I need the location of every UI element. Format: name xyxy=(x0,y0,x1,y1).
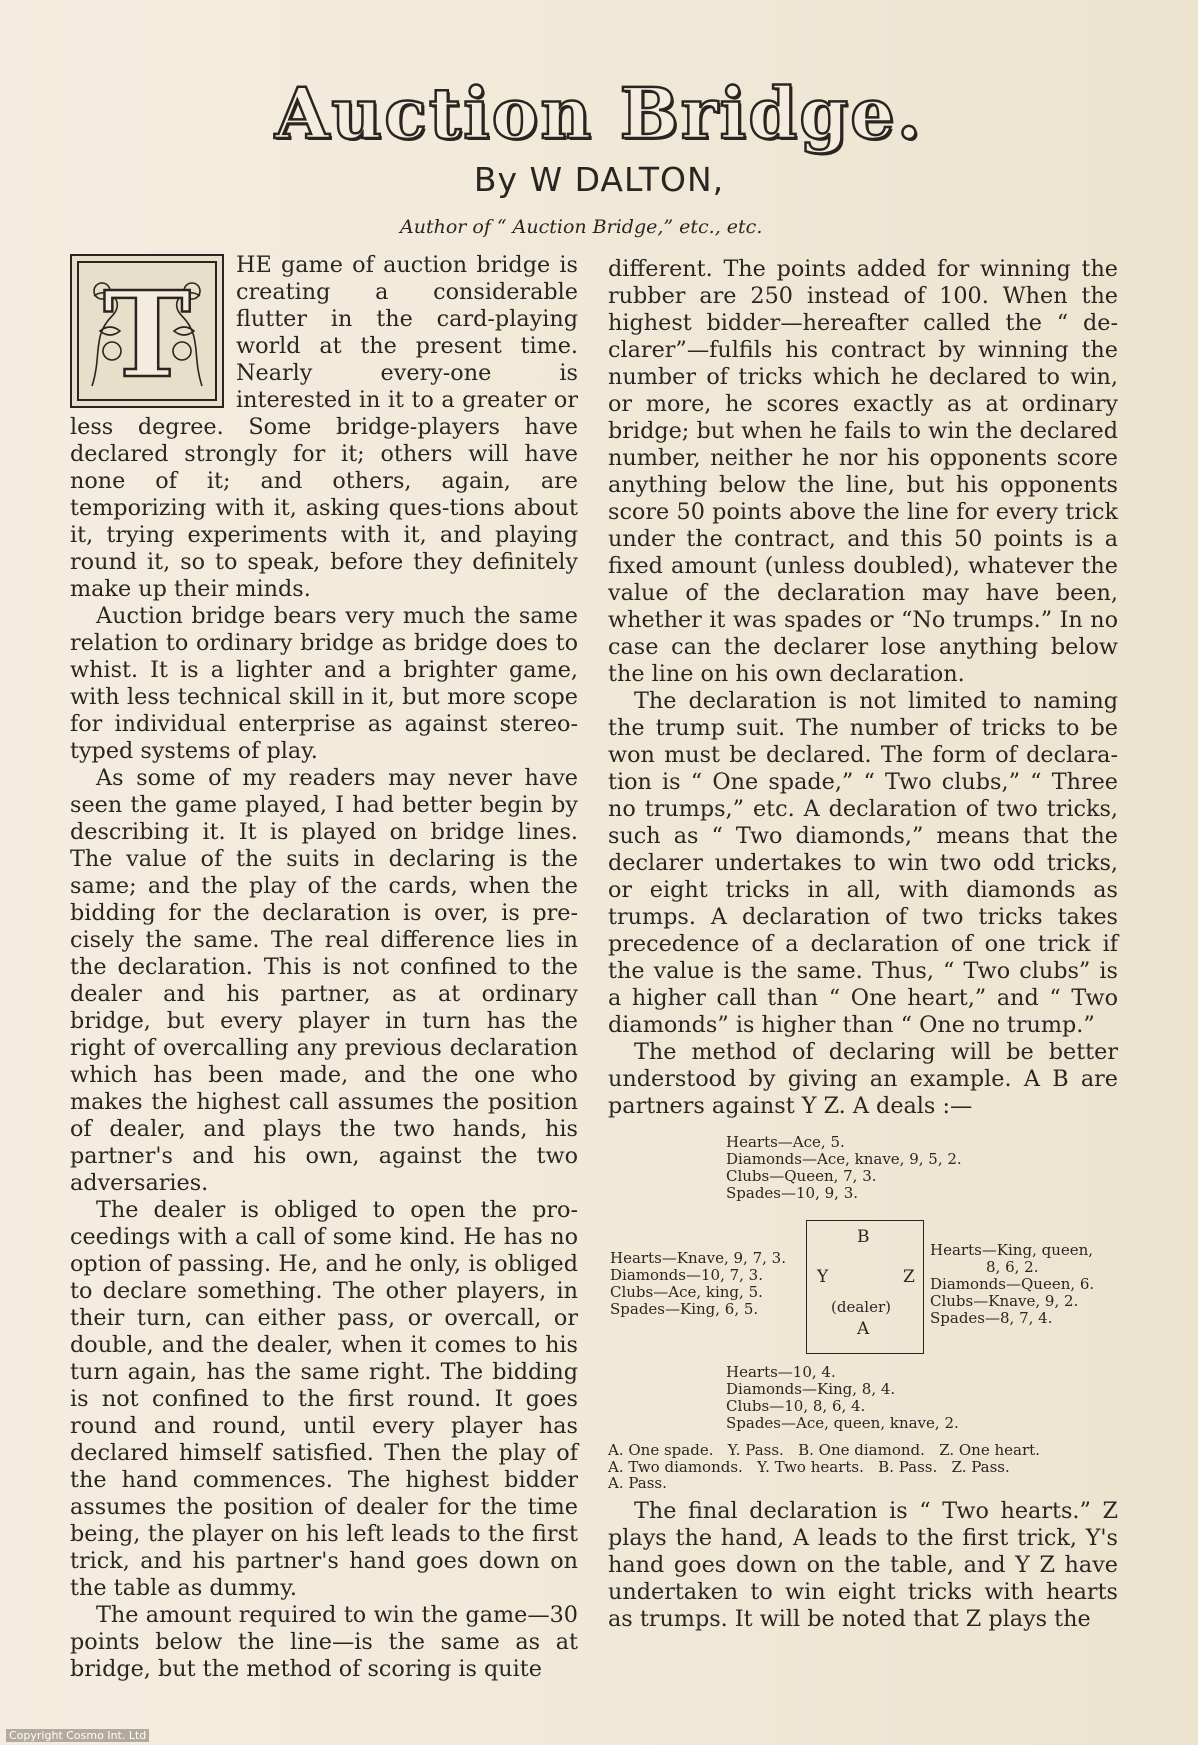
position-y: Y xyxy=(817,1267,829,1287)
hand-line: Hearts—Knave, 9, 7, 3. xyxy=(610,1249,786,1267)
hand-line: Clubs—Knave, 9, 2. xyxy=(930,1292,1079,1310)
auction-sequence xyxy=(608,1442,1118,1492)
hand-line: Clubs—10, 8, 6, 4. xyxy=(726,1397,866,1415)
hand-line: Diamonds—King, 8, 4. xyxy=(726,1380,896,1398)
north-hand xyxy=(726,1134,962,1202)
paragraph: Auction bridge bears very much the same relation to ordinary bridge as bridge does to whist. It is a lighter and a brighter game, with less technical skill in it, but more scope for individual enterprise as against stereo-typed systems of play. xyxy=(70,603,578,764)
floral-ornament-icon xyxy=(72,256,222,406)
east-hand xyxy=(930,1242,1094,1327)
position-b: B xyxy=(857,1227,870,1247)
copyright-watermark: Copyright Cosmo Int. Ltd xyxy=(6,1729,149,1742)
paragraph: The amount required to win the game—30 points below the line—is the same as at bridge, but the method of scoring is quite xyxy=(70,1602,578,1682)
article-title: Auction Bridge. xyxy=(274,72,924,155)
auction-line: A. One spade. Y. Pass. B. One diamond. Z. One heart. xyxy=(608,1441,1040,1459)
bridge-hand-diagram xyxy=(608,1132,1118,1462)
right-column xyxy=(608,256,1118,1120)
hand-line: Clubs—Ace, king, 5. xyxy=(610,1283,763,1301)
paragraph: As some of my readers may never have seen the game played, I had better begin by describing it. It is played on bridge lines. The value of the suits in declaring is the same; and the play of the cards, when the bidding for the declaration is over, is pre-cisely the same. The real difference lies in the declaration. This is not confined to the dealer and his partner, as at ordinary bridge, but every player in turn has the right of overcalling any previous declaration which has been made, and the one who makes the highest call assumes the position of dealer, and plays the two hands, his partner's and his own, against the two adversaries. xyxy=(70,765,578,1196)
hand-line: Hearts—Ace, 5. xyxy=(726,1133,845,1151)
left-column xyxy=(70,252,578,1683)
hand-line: Diamonds—Queen, 6. xyxy=(930,1275,1095,1293)
hand-line: Hearts—10, 4. xyxy=(726,1363,836,1381)
table-box xyxy=(806,1220,924,1354)
auction-line: A. Pass. xyxy=(608,1474,667,1492)
paragraph: The declaration is not limited to naming the trump suit. The number of tricks to be won must be declared. The form of declara-tion is “ One spade,” “ Two clubs,” “ Three no trumps,” etc. A declaration of two tricks, such as “ Two diamonds,” means that the declarer undertakes to win two odd tricks, or eight tricks in all, with diamonds as trumps. A declaration of two tricks takes precedence of a declaration of one trick if the value is the same. Thus, “ Two clubs” is a higher call than “ One heart,” and “ Two diamonds” is higher than “ One no trump.” xyxy=(608,688,1118,1038)
hand-line: Clubs—Queen, 7, 3. xyxy=(726,1167,877,1185)
svg-text:T: T xyxy=(103,265,191,404)
hand-line: Hearts—King, queen, xyxy=(930,1241,1094,1259)
west-hand xyxy=(610,1250,786,1318)
position-a: A xyxy=(857,1319,870,1339)
south-hand xyxy=(726,1364,959,1432)
paragraph: The method of declaring will be better understood by giving an example. A B are partners against Y Z. A deals :— xyxy=(608,1039,1118,1119)
hand-line: 8, 6, 2. xyxy=(986,1258,1039,1276)
closing-paragraph xyxy=(608,1498,1118,1633)
position-z: Z xyxy=(903,1267,915,1287)
paragraph: The dealer is obliged to open the pro-ceedings with a call of some kind. He has no option of passing. He, and he only, is obliged to declare something. The other players, in their turn, can either pass, or overcall, or double, and the dealer, when it comes to his turn again, has the same right. The bidding is not confined to the first round. It goes round and round, until every player has declared himself satisfied. Then the play of the hand commences. The highest bidder assumes the position of dealer for the time being, the player on his left leads to the first trick, and his partner's hand goes down on the table as dummy. xyxy=(70,1197,578,1601)
paragraph: The final declaration is “ Two hearts.” Z plays the hand, A leads to the first trick, Y's hand goes down on the table, and Y Z have undertaken to win eight tricks with hearts as trumps. It will be noted that Z plays the xyxy=(608,1498,1118,1632)
dealer-label: (dealer) xyxy=(831,1298,891,1316)
auction-line: A. Two diamonds. Y. Two hearts. B. Pass. Z. Pass. xyxy=(608,1457,1010,1476)
hand-line: Spades—10, 9, 3. xyxy=(726,1184,859,1202)
hand-line: Diamonds—10, 7, 3. xyxy=(610,1266,763,1284)
hand-line: Diamonds—Ace, knave, 9, 5, 2. xyxy=(726,1150,962,1168)
hand-line: Spades—8, 7, 4. xyxy=(930,1309,1053,1327)
paragraph: different. The points added for winning the rubber are 250 instead of 100. When the highest bidder—hereafter called the “ de-clarer”—fulfils his contract by winning the number of tricks which he declared to win, or more, he scores exactly as at ordinary bridge; but when he fails to win the declared number, neither he nor his opponents score anything below the line, but his opponents score 50 points above the line for every trick under the contract, and this 50 points is a fixed amount (unless doubled), whatever the value of the declaration may have been, whether it was spades or “No trumps.” In no case can the declarer lose anything below the line on his own declaration. xyxy=(608,256,1118,687)
hand-line: Spades—King, 6, 5. xyxy=(610,1300,759,1318)
ornamental-dropcap xyxy=(70,254,224,408)
byline: By W DALTON, xyxy=(473,160,725,199)
author-credit: Author of “ Auction Bridge,” etc., etc. xyxy=(400,216,763,238)
paragraph: HE game of auction bridge is creating a considerable flutter in the card-playing world at the present time. Nearly every-one is interested in it to a greater or less degree. Some bridge-players have declared strongly for it; others will have none of it; and others, again, are temporizing with it, asking ques-tions about it, trying experiments with it, and playing round it, so to speak, before they definitely make up their minds. xyxy=(70,252,578,602)
hand-line: Spades—Ace, queen, knave, 2. xyxy=(726,1414,959,1432)
